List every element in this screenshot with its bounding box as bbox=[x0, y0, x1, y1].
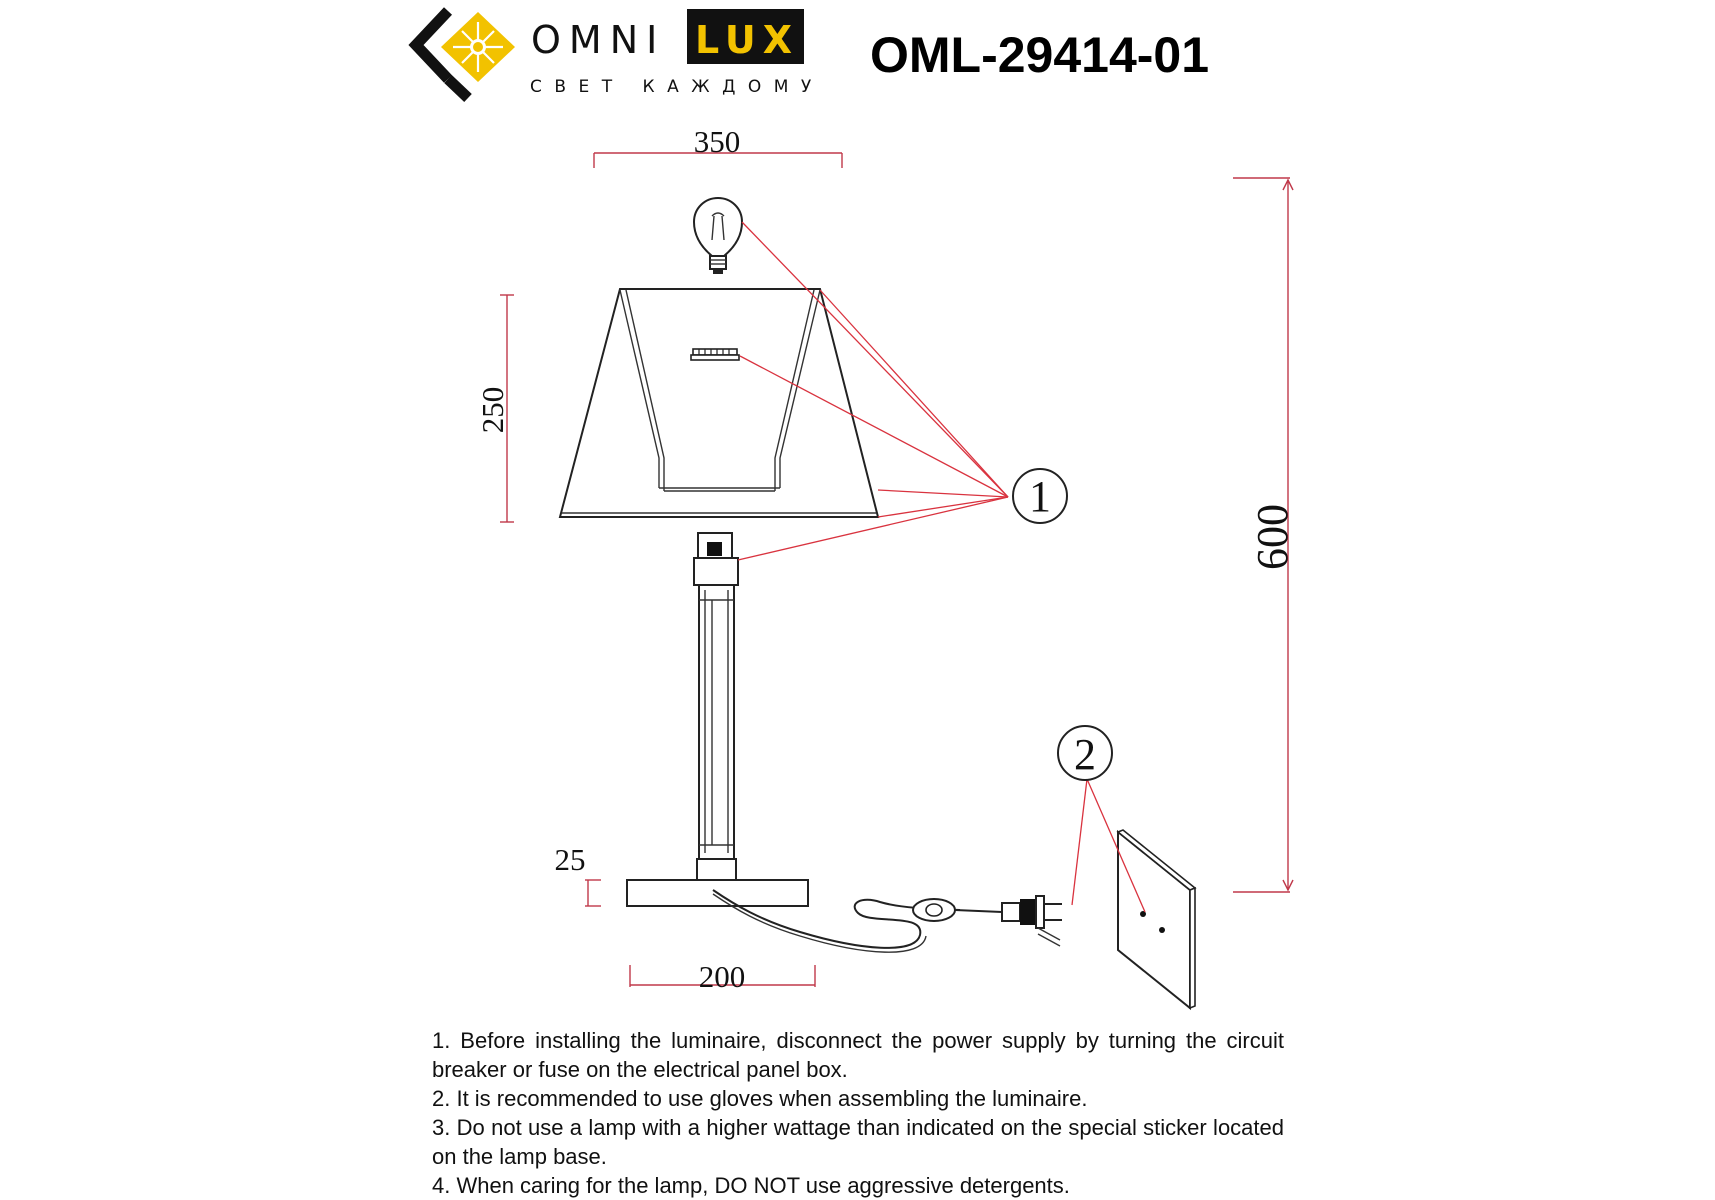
dim-label-shade-height: 250 bbox=[475, 386, 510, 434]
note-item: 3. Do not use a lamp with a higher wattage than indicated on the special sticker located on the lamp base. bbox=[432, 1115, 1284, 1169]
dim-label-base-height: 25 bbox=[554, 842, 586, 877]
cord-switch-icon bbox=[913, 899, 1002, 921]
dim-label-base-width: 200 bbox=[698, 959, 746, 994]
note-item: 1. Before installing the luminaire, disconnect the power supply by turning the circuit breaker or fuse on the electrical panel box. bbox=[432, 1028, 1284, 1082]
brand-tagline: СВЕТ КАЖДОМУ bbox=[530, 77, 824, 97]
note-item: 4. When caring for the lamp, DO NOT use aggressive detergents. bbox=[432, 1173, 1070, 1198]
dimension-base-height bbox=[555, 842, 602, 906]
brand-name-lux: LUX bbox=[695, 18, 800, 62]
callout-1-leaders bbox=[738, 222, 1008, 560]
model-number: OML-29414-01 bbox=[870, 27, 1210, 83]
diamond-sun-logo-icon bbox=[416, 11, 515, 98]
callout-1 bbox=[738, 222, 1067, 560]
callout-1-label: 1 bbox=[1029, 472, 1051, 521]
dim-label-total-height: 600 bbox=[1248, 504, 1297, 570]
dimension-shade-width bbox=[594, 124, 842, 168]
brand-name-omni: OMNI bbox=[531, 18, 666, 62]
power-plug-icon bbox=[1002, 896, 1062, 946]
light-bulb-icon bbox=[694, 198, 742, 274]
dim-label-shade-width: 350 bbox=[693, 124, 741, 159]
lamp-stem bbox=[694, 533, 738, 880]
dimension-shade-height bbox=[475, 295, 514, 522]
brand-logo bbox=[416, 9, 824, 98]
note-item: 2. It is recommended to use gloves when assembling the luminaire. bbox=[432, 1086, 1088, 1111]
callout-2-label: 2 bbox=[1074, 730, 1096, 779]
dimension-total-height bbox=[1233, 178, 1297, 892]
wall-socket-icon bbox=[1118, 830, 1195, 1008]
dimension-base-width bbox=[630, 959, 815, 994]
safety-notes bbox=[432, 1026, 1284, 1200]
